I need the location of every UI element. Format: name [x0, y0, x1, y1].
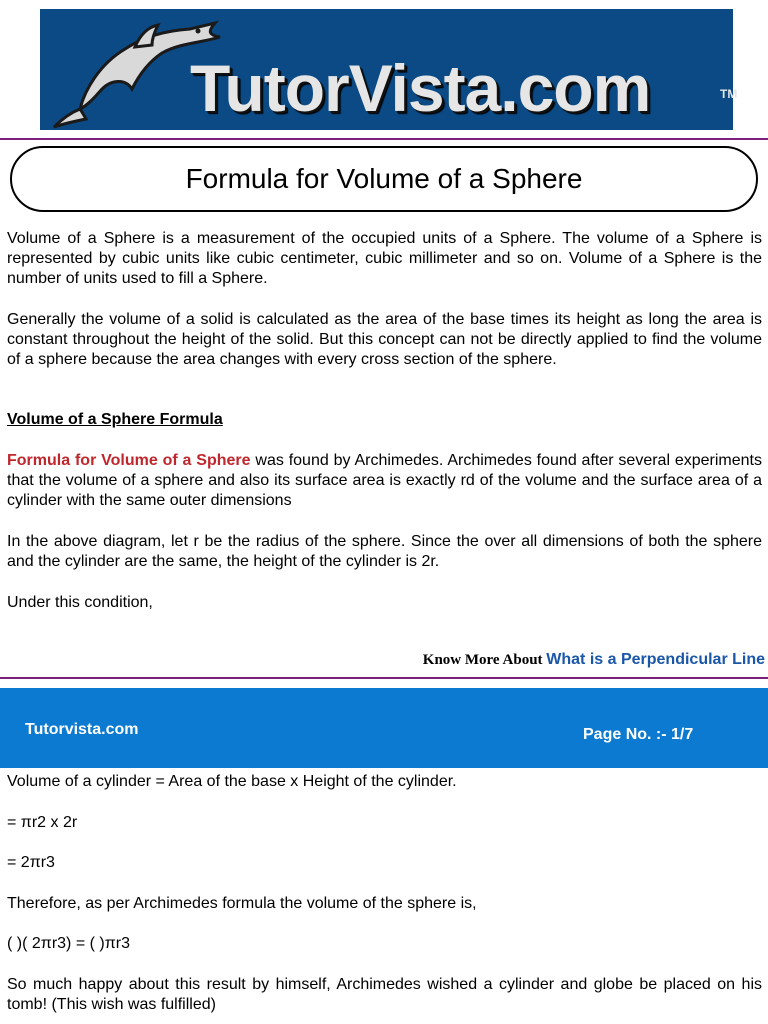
logo-banner — [40, 9, 738, 130]
page-title: Formula for Volume of a Sphere — [185, 163, 583, 194]
equation-line-2: = 2πr3 — [7, 854, 55, 871]
logo-text: TutorVista.com — [190, 51, 651, 125]
top-divider — [0, 138, 768, 140]
page-number: Page No. :- 1/7 — [583, 726, 694, 743]
cylinder-volume-line: Volume of a cylinder = Area of the base x Height of the cylinder. — [7, 773, 457, 790]
formula-highlight-text: Formula for Volume of a Sphere — [7, 452, 251, 469]
archimedes-paragraph — [7, 451, 762, 512]
intro-paragraph: Volume of a Sphere is a measurement of the occupied units of a Sphere. The volume of a Sphere is represented by cubic units like cubic centimeter, cubic millimeter and so on. Volume of a Sphere is the number of units used to fill a Sphere. — [7, 230, 762, 288]
trademark-mark: TM — [720, 87, 738, 101]
page-title-box — [10, 146, 758, 212]
know-more — [423, 651, 765, 669]
archimedes-text: was found by Archimedes. Archimedes found after several experiments that the volume of a sphere and also its surface area is exactly rd of the volume and the surface area of a cylinder with the same outer dimensions — [7, 452, 763, 510]
sphere-volume-equation: ( )( 2πr3) = ( )πr3 — [7, 935, 130, 952]
footer-site-name: Tutorvista.com — [25, 721, 139, 738]
condition-text: Under this condition, — [7, 594, 153, 611]
perpendicular-line-link[interactable]: What is a Perpendicular Line — [546, 651, 765, 668]
equation-line-1: = πr2 x 2r — [7, 814, 78, 831]
page-footer-bar — [0, 688, 768, 768]
bottom-divider — [0, 677, 768, 679]
diagram-paragraph: In the above diagram, let r be the radius of the sphere. Since the over all dimensions of both the sphere and the cylinder are the same, the height of the cylinder is 2r. — [7, 533, 762, 571]
therefore-line: Therefore, as per Archimedes formula the volume of the sphere is, — [7, 895, 477, 912]
tomb-paragraph: So much happy about this result by himself, Archimedes wished a cylinder and globe be placed on his tomb! (This wish was fulfilled) — [7, 976, 762, 1014]
section-heading: Volume of a Sphere Formula — [7, 411, 223, 428]
know-more-label: Know More About — [422, 652, 547, 668]
concept-paragraph: Generally the volume of a solid is calculated as the area of the base times its height as long the area is constant throughout the height of the solid. But this concept can not be directly applied to find the volume of a sphere because the area changes with every cross section of the sphere. — [7, 311, 762, 369]
